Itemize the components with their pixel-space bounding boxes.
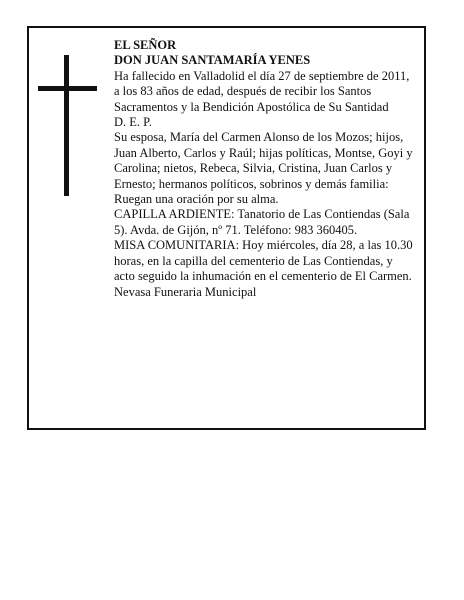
prayer-request: Ruegan una oración por su alma. xyxy=(114,192,279,207)
latin-cross-icon xyxy=(38,55,97,196)
cross-vertical-bar xyxy=(64,55,69,196)
obituary-text xyxy=(114,38,414,300)
funeral-home: Nevasa Funeraria Municipal xyxy=(114,284,257,299)
mass-details: MISA COMUNITARIA: Hoy miércoles, día 28, a las 10.30 horas, en la capilla del cementerio de Las Contiendas, y acto seguido la inhumación en el cementerio de El Carmen. xyxy=(114,238,413,284)
family-list: Su esposa, María del Carmen Alonso de los Mozos; hijos, Juan Alberto, Carlos y Raúl; hijas políticas, Montse, Goyi y Carolina; nietos, Rebeca, Silvia, Cristina, Juan Carlos y Ernesto; hermanos políticos, sobrinos y demás familia: xyxy=(114,130,413,191)
wake-location: CAPILLA ARDIENTE: Tanatorio de Las Contiendas (Sala 5). Avda. de Gijón, nº 71. Teléfono: 983 360405. xyxy=(114,207,410,237)
death-announcement: Ha fallecido en Valladolid el día 27 de septiembre de 2011, a los 83 años de edad, después de recibir los Santos Sacramentos y la Bendición Apostólica de Su Santidad xyxy=(114,68,410,114)
cross-horizontal-bar xyxy=(38,86,97,91)
heading-title: EL SEÑOR xyxy=(114,38,177,52)
rip-line: D. E. P. xyxy=(114,115,152,130)
deceased-name: DON JUAN SANTAMARÍA YENES xyxy=(114,53,311,68)
